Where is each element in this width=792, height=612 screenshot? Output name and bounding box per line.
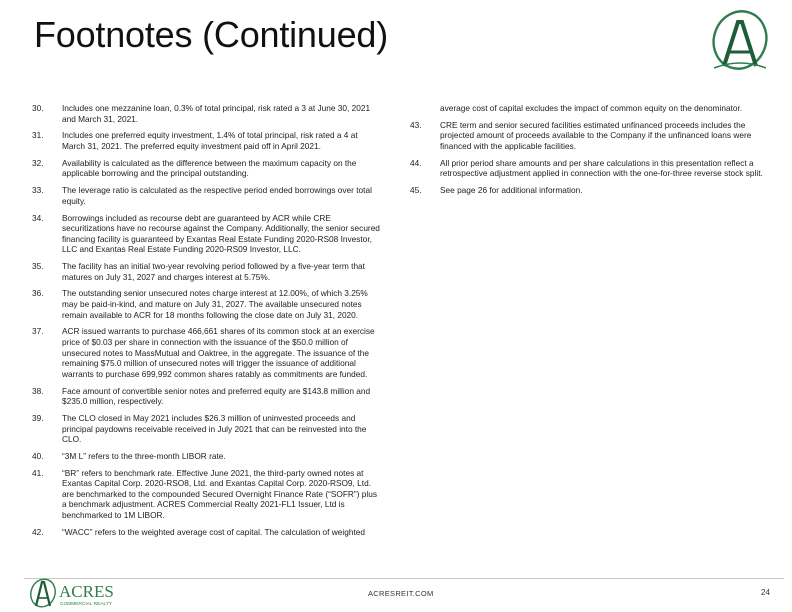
footnote-item xyxy=(410,158,770,179)
footnote-number: 44. xyxy=(410,157,422,168)
footnote-item xyxy=(32,213,380,255)
page-number: 24 xyxy=(761,588,770,597)
footnote-item xyxy=(32,261,380,282)
footnote-item xyxy=(410,120,770,152)
footer-url[interactable]: ACRESREIT.COM xyxy=(368,589,434,598)
footnote-number: 40. xyxy=(32,450,44,461)
footnote-item xyxy=(410,185,770,196)
footnote-text: “WACC” refers to the weighted average cost of capital. The calculation of weighted xyxy=(62,526,365,537)
footnote-number: 43. xyxy=(410,119,422,130)
footnote-item xyxy=(32,288,380,320)
footnote-item xyxy=(32,386,380,407)
footnote-item xyxy=(32,158,380,179)
footnote-text: Face amount of convertible senior notes and preferred equity are $143.8 million and $235.0 million, respectively. xyxy=(62,385,371,407)
footnote-number: 37. xyxy=(32,326,44,337)
footnote-number: 45. xyxy=(410,185,422,196)
footnote-item xyxy=(32,130,380,151)
footnote-text: ACR issued warrants to purchase 466,661 shares of its common stock at an exercise price of $0.03 per share in connection with the issuance of the $50.0 million of unsecured notes to MassMutual and Oaktree, in the aggregate. The issuance of the remaining $75.0 million of unsecured notes will trigger the issuance of additional warrants to purchase 699,992 common shares ratably as commitments are funded. xyxy=(62,326,375,379)
footnote-number: 41. xyxy=(32,467,44,478)
footer-divider xyxy=(24,578,784,579)
footnote-text: “3M L” refers to the three-month LIBOR rate. xyxy=(62,450,226,461)
footnote-item xyxy=(32,527,380,538)
footnotes-left-column xyxy=(32,103,380,544)
footnote-text: The leverage ratio is calculated as the respective period ended borrowings over total equity. xyxy=(62,185,372,206)
footnote-continuation: average cost of capital excludes the impact of common equity on the denominator. xyxy=(440,103,743,113)
footnote-text: “BR” refers to benchmark rate. Effective June 2021, the third-party owned notes at Exantas Capital Corp. 2020-RSO8, Ltd. and Exantas Capital Corp. 2020-RSO9, Ltd. are benchmarked to the compounded Secured Overnight Finance Rate (“SOFR”) plus a benchmark adjustment. ACRES Commercial Realty 2021-FL1 Issuer, Ltd is benchmarked to 1M LIBOR. xyxy=(62,467,377,521)
footnote-number: 33. xyxy=(32,185,44,196)
footnote-item xyxy=(32,326,380,379)
brand-subtitle: COMMERCIAL REALTY xyxy=(60,602,112,607)
footnote-number: 38. xyxy=(32,385,44,396)
footnote-text: The facility has an initial two-year revolving period followed by a five-year term that matures on July 31, 2027 and charges interest at 5.75%. xyxy=(62,261,365,282)
footnote-number: 35. xyxy=(32,261,44,272)
footnote-number: 36. xyxy=(32,288,44,299)
footnote-number: 39. xyxy=(32,412,44,423)
acres-monogram-logo xyxy=(700,8,780,72)
footnote-item xyxy=(32,413,380,445)
footnote-item xyxy=(32,185,380,206)
footnote-number: 34. xyxy=(32,212,44,223)
footnote-item xyxy=(32,468,380,521)
footnote-text: Includes one preferred equity investment, 1.4% of total principal, risk rated a 4 at March 31, 2021. The preferred equity investment paid off in April 2021. xyxy=(62,130,358,151)
footnotes-right-column xyxy=(410,103,770,202)
brand-name: ACRES xyxy=(59,582,114,601)
footnote-number: 31. xyxy=(32,130,44,141)
footnote-text: Borrowings included as recourse debt are guaranteed by ACR while CRE securitizations have no recourse against the Company. Additionally, the senior secured financing facility is guaranteed by Exantas Real Estate Funding 2020-RS08 Investor, LLC and Exantas Real Estate Funding 2020-RS09 Investor, LLC. xyxy=(62,212,380,255)
footnote-text: CRE term and senior secured facilities estimated unfinanced proceeds includes the projected amount of proceeds available to the Company if the unfinanced loans were financed with the applicable facilities. xyxy=(440,119,752,151)
footnote-item xyxy=(32,103,380,124)
footnote-text: The CLO closed in May 2021 includes $26.3 million of uninvested proceeds and principal paydowns receivable received in July 2021 that can be reinvested into the CLO. xyxy=(62,412,367,445)
acres-footer-logo xyxy=(28,576,124,610)
footnote-text: Availability is calculated as the difference between the maximum capacity on the applicable borrowing and the principal outstanding. xyxy=(62,157,357,179)
footnote-item xyxy=(32,451,380,462)
page-title: Footnotes (Continued) xyxy=(34,14,389,55)
footnote-number: 42. xyxy=(32,526,44,537)
footnote-text: See page 26 for additional information. xyxy=(440,185,583,196)
footnote-text: Includes one mezzanine loan, 0.3% of total principal, risk rated a 3 at June 30, 2021 and March 31, 2021. xyxy=(62,103,371,124)
footnote-number: 32. xyxy=(32,157,44,168)
footnote-number: 30. xyxy=(32,103,44,113)
footnote-text: All prior period share amounts and per share calculations in this presentation reflect a retrospective adjustment applied in connection with the one-for-three reverse stock split. xyxy=(440,157,763,179)
footnote-text: The outstanding senior unsecured notes charge interest at 12.00%, of which 3.25% may be paid-in-kind, and mature on July 31, 2027. The available unsecured notes remain available to ACR for 18 months following the close date on July 31, 2020. xyxy=(62,288,368,320)
